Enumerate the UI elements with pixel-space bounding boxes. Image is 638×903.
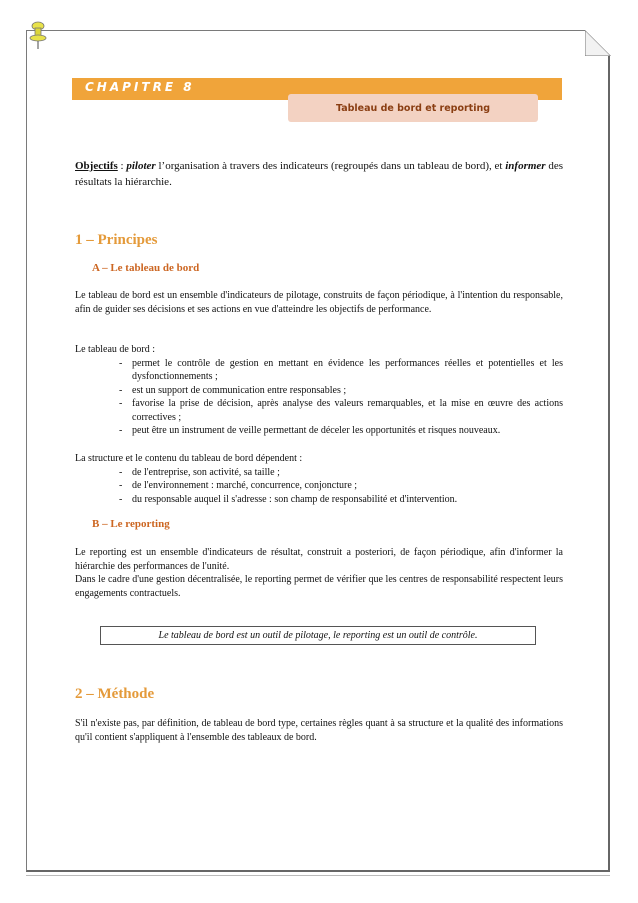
chapter-label: CHAPITRE 8 (85, 80, 195, 94)
tableau-de-bord-structure (75, 452, 563, 506)
objectifs-verb-informer: informer (505, 160, 546, 172)
tableau-de-bord-definition: Le tableau de bord est un ensemble d'indicateurs de pilotage, construits de façon périodique, à l'intention du responsable, afin de guider ses décisions et ses actions en vue d'atteindre les objectifs de performance. (75, 290, 563, 315)
page-border (26, 30, 610, 872)
objectifs-text-2: des résultats la hiérarchie. (75, 160, 564, 188)
subsection-b-heading: B – Le reporting (92, 518, 170, 530)
roles-intro: Le tableau de bord : (75, 344, 155, 355)
section-2-heading: 2 – Méthode (75, 686, 155, 702)
chapter-title: Tableau de bord et reporting (288, 94, 538, 122)
methode-paragraph: S'il n'existe pas, par définition, de tableau de bord type, certaines règles quant à sa structure et la qualité des informations qu'il contient s'appliquent à l'ensemble des tableaux de bord. (75, 718, 563, 743)
reporting-definition: Le reporting est un ensemble d'indicateurs de résultat, construit a posteriori, de façon périodique, afin d'informer la hiérarchie des performances de l'unité. (75, 547, 563, 572)
tableau-de-bord-roles (75, 343, 563, 438)
roles-list (75, 357, 563, 438)
list-item: - de l'entreprise, son activité, sa taille ; (119, 466, 563, 480)
list-item: - du responsable auquel il s'adresse : son champ de responsabilité et d'intervention. (119, 493, 563, 507)
list-item: - est un support de communication entre responsables ; (119, 384, 563, 398)
objectifs-text-1: l’organisation à travers des indicateurs (regroupés dans un tableau de bord), et (155, 160, 506, 172)
objectifs-verb-piloter: piloter (126, 160, 156, 172)
list-item: - peut être un instrument de veille permettant de déceler les opportunités et risques nouveaux. (119, 424, 563, 438)
footer-line (26, 875, 610, 876)
objectifs-separator: : (117, 160, 127, 172)
objectifs-paragraph (75, 158, 563, 190)
reporting-paragraph (75, 546, 563, 600)
dog-ear-corner (585, 30, 611, 56)
list-item: - de l'environnement : marché, concurrence, conjoncture ; (119, 479, 563, 493)
key-takeaway-box: Le tableau de bord est un outil de pilotage, le reporting est un outil de contrôle. (100, 626, 536, 645)
pushpin-icon (28, 20, 48, 50)
reporting-decentralisation: Dans le cadre d'une gestion décentralisée, le reporting permet de vérifier que les centres de responsabilité respectent leurs engagements contractuels. (75, 574, 563, 599)
structure-intro: La structure et le contenu du tableau de bord dépendent : (75, 453, 303, 464)
structure-list (75, 466, 563, 507)
section-1-heading: 1 – Principes (75, 232, 158, 248)
list-item: - permet le contrôle de gestion en mettant en évidence les performances réelles et potentielles et les dysfonctionnements ; (119, 357, 563, 384)
subsection-a-heading: A – Le tableau de bord (92, 262, 200, 274)
objectifs-label: Objectifs (75, 160, 118, 172)
list-item: - favorise la prise de décision, après analyse des valeurs remarquables, et la mise en œuvre des actions correctives ; (119, 397, 563, 424)
